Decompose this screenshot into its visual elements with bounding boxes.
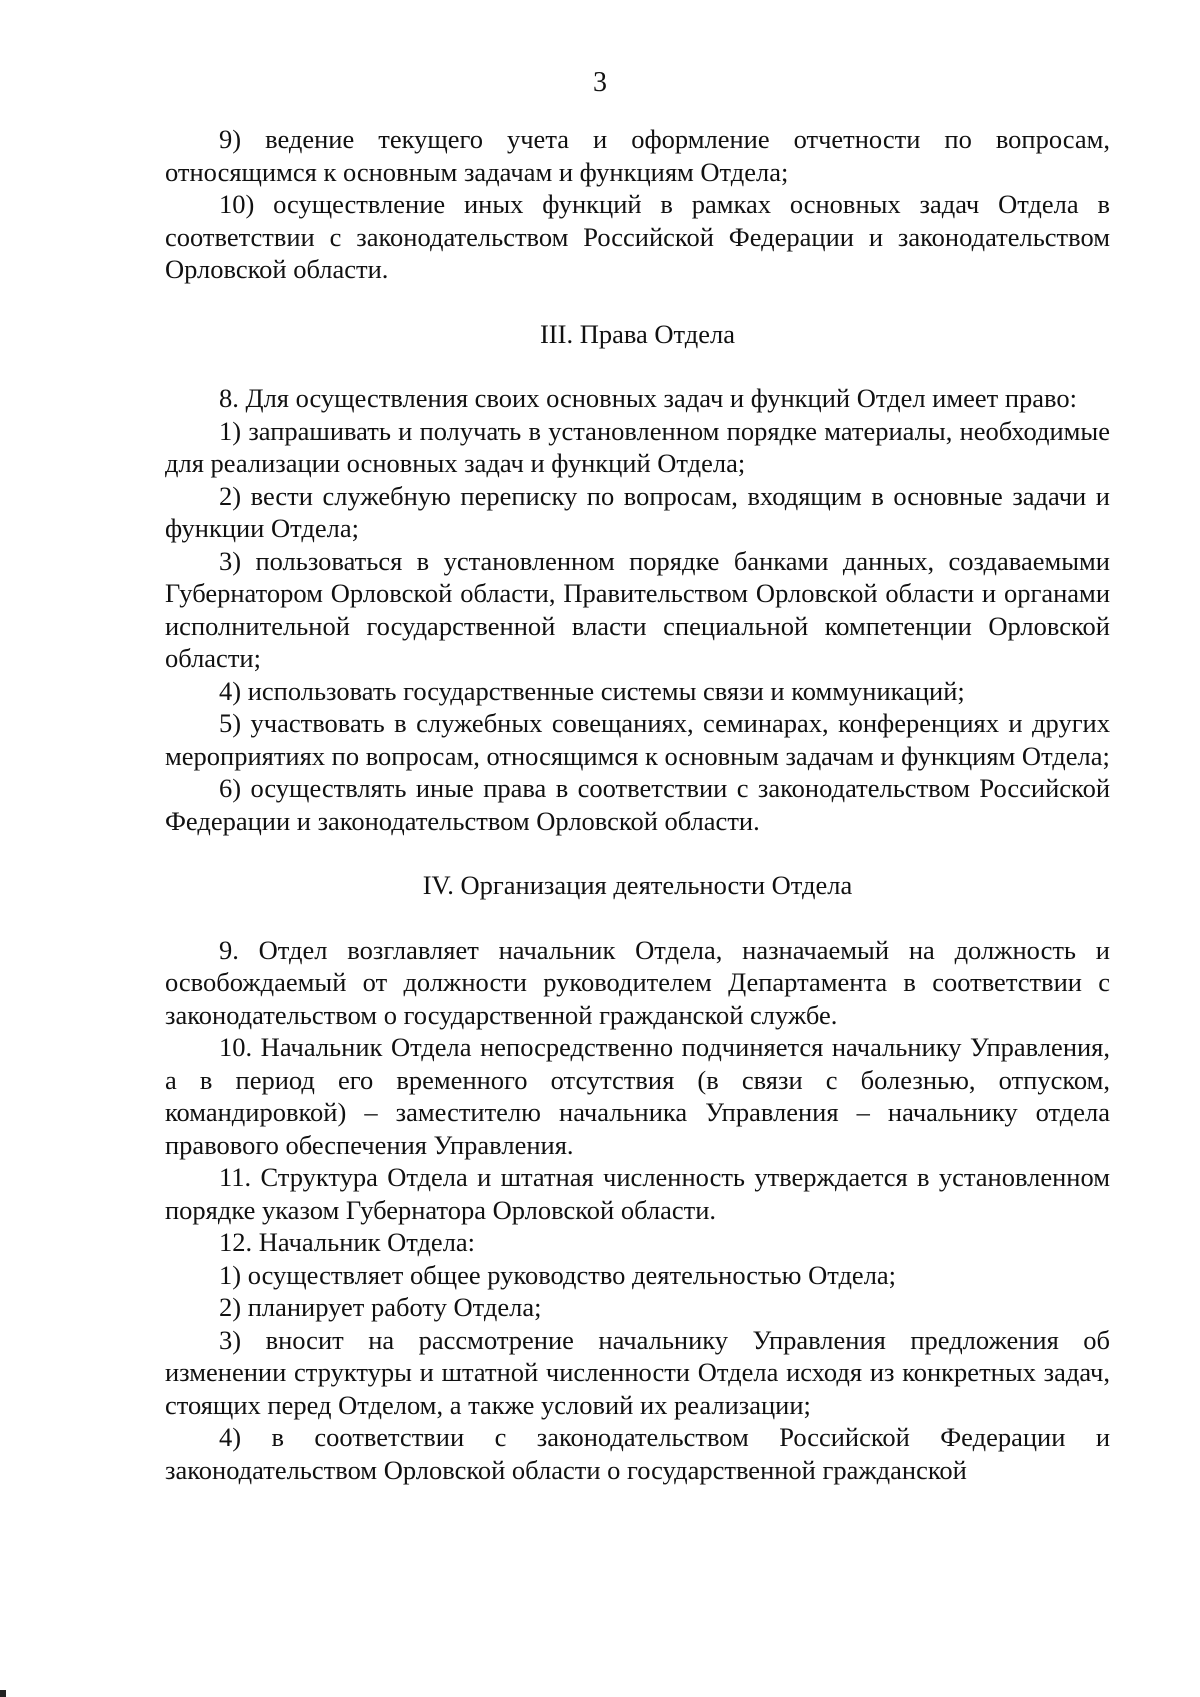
paragraph-item-10: 10) осуществление иных функций в рамках основных задач Отдела в соответствии с законодательством Российской Федерации и законодательством Орловской области. bbox=[165, 189, 1110, 284]
paragraph-clause-9: 9. Отдел возглавляет начальник Отдела, назначаемый на должность и освобождаемый от должности руководителем Департамента в соответствии с законодательством о государственной гражданской службе. bbox=[165, 934, 1110, 1030]
paragraph-duty-3: 3) вносит на рассмотрение начальнику Управления предложения об изменении структуры и штатной численности Отдела исходя из конкретных задач, стоящих перед Отделом, а также условий их реализации; bbox=[165, 1324, 1110, 1420]
paragraph-duty-4: 4) в соответствии с законодательством Российской Федерации и законодательством Орловской области о государственной гражданской bbox=[165, 1422, 1110, 1485]
section-heading-rights: III. Права Отдела bbox=[539, 318, 736, 349]
paragraph-clause-12: 12. Начальник Отдела: bbox=[219, 1227, 476, 1257]
page-number: 3 bbox=[593, 67, 607, 98]
paragraph-right-5: 5) участвовать в служебных совещаниях, семинарах, конференциях и других мероприятиях по вопросам, относящимся к основным задачам и функциям Отдела; bbox=[165, 708, 1110, 771]
paragraph-right-6: 6) осуществлять иные права в соответствии с законодательством Российской Федерации и законодательством Орловской области. bbox=[165, 773, 1110, 836]
paragraph-clause-8: 8. Для осуществления своих основных задач и функций Отдел имеет право: bbox=[219, 383, 1078, 413]
paragraph-item-9: 9) ведение текущего учета и оформление отчетности по вопросам, относящимся к основным задачам и функциям Отдела; bbox=[165, 124, 1110, 187]
paragraph-clause-11: 11. Структура Отдела и штатная численность утверждается в установленном порядке указом Губернатора Орловской области. bbox=[165, 1162, 1110, 1225]
paragraph-right-4: 4) использовать государственные системы связи и коммуникаций; bbox=[219, 675, 965, 706]
paragraph-right-3: 3) пользоваться в установленном порядке банками данных, создаваемыми Губернатором Орловской области, Правительством Орловской области и органами исполнительной государственной власти специальной компетенции Орловской области; bbox=[165, 545, 1110, 673]
paragraph-clause-10: 10. Начальник Отдела непосредственно подчиняется начальнику Управления, а в период его временного отсутствия (в связи с болезнью, отпуском, командировкой) – заместителю начальника Управления – начальнику отдела правового обеспечения Управления. bbox=[165, 1032, 1110, 1160]
paragraph-right-2: 2) вести служебную переписку по вопросам, входящим в основные задачи и функции Отдела; bbox=[165, 480, 1110, 543]
scan-edge-mark bbox=[0, 1690, 6, 1697]
paragraph-right-1: 1) запрашивать и получать в установленном порядке материалы, необходимые для реализации основных задач и функций Отдела; bbox=[165, 415, 1110, 478]
document-body bbox=[165, 123, 1110, 1486]
paragraph-duty-1: 1) осуществляет общее руководство деятельностью Отдела; bbox=[219, 1259, 897, 1290]
paragraph-duty-2: 2) планирует работу Отдела; bbox=[219, 1292, 542, 1322]
section-heading-organization: IV. Организация деятельности Отдела bbox=[422, 870, 853, 900]
